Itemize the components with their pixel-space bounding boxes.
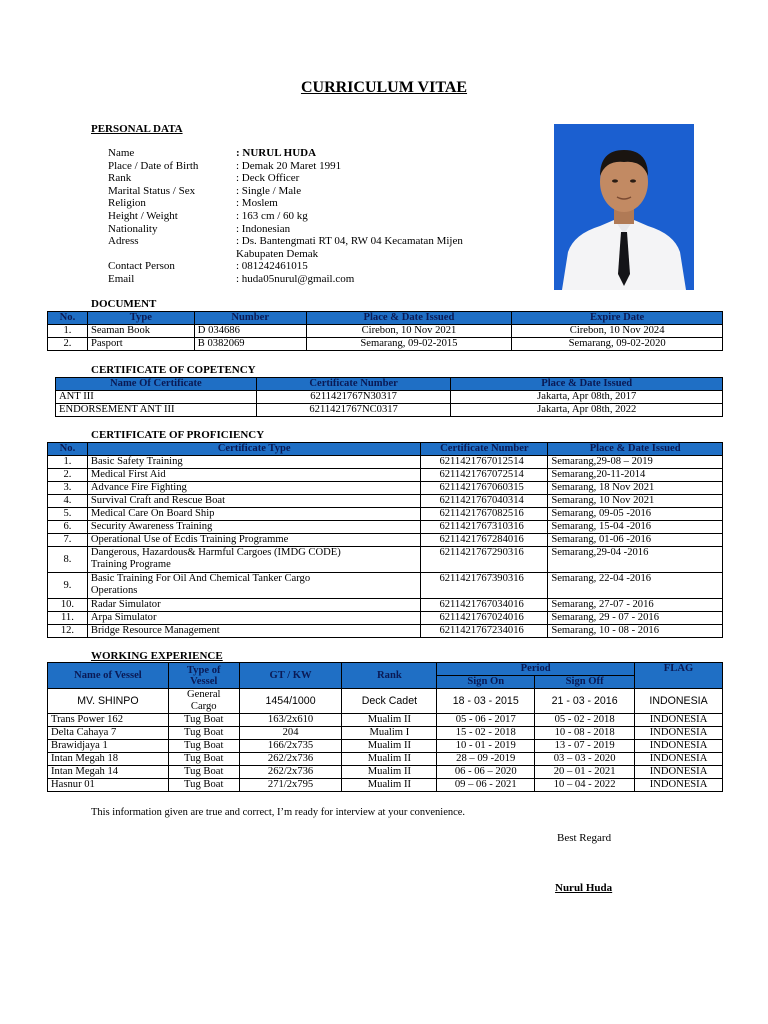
cell: 10 - 08 - 2018 bbox=[535, 727, 635, 740]
cell: 05 - 02 - 2018 bbox=[535, 714, 635, 727]
cell: Trans Power 162 bbox=[48, 714, 169, 727]
cell: Pasport bbox=[87, 338, 194, 351]
cell: 6211421767012514 bbox=[421, 456, 548, 469]
cell: Semarang, 01-06 -2016 bbox=[548, 534, 723, 547]
table-row bbox=[48, 727, 723, 740]
cell: 6211421767NC0317 bbox=[256, 404, 451, 417]
field-value: : NURUL HUDA bbox=[236, 147, 317, 159]
table-row bbox=[48, 547, 723, 573]
cell: 10 - 01 - 2019 bbox=[437, 740, 535, 753]
cell: Arpa Simulator bbox=[87, 612, 421, 625]
cell: Semarang, 10 Nov 2021 bbox=[548, 495, 723, 508]
table-row bbox=[48, 508, 723, 521]
cell: Intan Megah 18 bbox=[48, 753, 169, 766]
table-row bbox=[48, 689, 723, 714]
cell: Medical Care On Board Ship bbox=[87, 508, 421, 521]
table-row bbox=[48, 456, 723, 469]
table-row bbox=[48, 495, 723, 508]
field-value: : 081242461015 bbox=[236, 260, 308, 273]
cell: 12. bbox=[48, 625, 88, 638]
coc-header-row bbox=[56, 378, 723, 391]
cell-line: Operations bbox=[90, 585, 138, 596]
cell: 10. bbox=[48, 599, 88, 612]
doc-col-number: Number bbox=[194, 312, 306, 325]
work-col-signon: Sign On bbox=[437, 676, 535, 689]
cell: 6211421767234016 bbox=[421, 625, 548, 638]
cell: MV. SHINPO bbox=[48, 689, 169, 714]
cell: 6211421767284016 bbox=[421, 534, 548, 547]
table-row bbox=[48, 325, 723, 338]
cell: D 034686 bbox=[194, 325, 306, 338]
cell: 6211421767072514 bbox=[421, 469, 548, 482]
work-heading: WORKING EXPERIENCE bbox=[91, 650, 223, 662]
cell: Semarang, 22-04 -2016 bbox=[548, 573, 723, 599]
field-label: Marital Status / Sex bbox=[108, 184, 196, 197]
regards-text: Best Regard bbox=[557, 832, 612, 844]
cell: 6. bbox=[48, 521, 88, 534]
cell: 15 - 02 - 2018 bbox=[437, 727, 535, 740]
field-value: : Single / Male bbox=[236, 184, 302, 197]
personal-data-row bbox=[108, 147, 528, 160]
cell: 9. bbox=[48, 573, 88, 599]
field-value: : Deck Officer bbox=[236, 172, 300, 185]
table-row bbox=[48, 740, 723, 753]
cop-header-row bbox=[48, 443, 723, 456]
cell: 2. bbox=[48, 338, 88, 351]
field-value: : huda05nurul@gmail.com bbox=[236, 273, 355, 285]
table-row bbox=[48, 753, 723, 766]
table-row bbox=[48, 469, 723, 482]
cell: Cirebon, 10 Nov 2024 bbox=[512, 325, 723, 338]
cell: Semarang, 09-02-2020 bbox=[512, 338, 723, 351]
work-col-vessel: Name of Vessel bbox=[48, 663, 169, 689]
personal-data-row bbox=[108, 197, 528, 210]
work-col-flag: FLAG bbox=[635, 663, 723, 689]
cell: Deck Cadet bbox=[342, 689, 437, 714]
cell: 1454/1000 bbox=[239, 689, 342, 714]
cell: Mualim I bbox=[342, 727, 437, 740]
cell bbox=[87, 547, 421, 573]
field-label: Email bbox=[108, 273, 135, 285]
work-header-row bbox=[48, 663, 723, 676]
cop-col-type: Certificate Type bbox=[87, 443, 421, 456]
field-value: : Ds. Bantengmati RT 04, RW 04 Kecamatan Mijen bbox=[236, 235, 463, 248]
cop-col-number: Certificate Number bbox=[421, 443, 548, 456]
cop-col-issued: Place & Date Issued bbox=[548, 443, 723, 456]
cell: INDONESIA bbox=[635, 727, 723, 740]
field-label: Religion bbox=[108, 197, 146, 210]
cell: Tug Boat bbox=[168, 740, 239, 753]
field-label: Height / Weight bbox=[108, 210, 178, 222]
field-label: Rank bbox=[108, 172, 132, 185]
cell: Cirebon, 10 Nov 2021 bbox=[306, 325, 512, 338]
cell: Intan Megah 14 bbox=[48, 766, 169, 779]
cell: 6211421767024016 bbox=[421, 612, 548, 625]
work-table bbox=[47, 662, 723, 792]
work-col-rank: Rank bbox=[342, 663, 437, 689]
document-heading: DOCUMENT bbox=[91, 298, 157, 310]
cell-line: Training Programe bbox=[90, 559, 171, 570]
cell: Semarang, 15-04 -2016 bbox=[548, 521, 723, 534]
cell: 6211421767034016 bbox=[421, 599, 548, 612]
field-value: : 163 cm / 60 kg bbox=[236, 210, 308, 222]
cell: Mualim II bbox=[342, 740, 437, 753]
field-label: Contact Person bbox=[108, 260, 175, 273]
cell-line: General bbox=[186, 689, 221, 700]
work-col-type-line2: Vessel bbox=[190, 675, 218, 687]
personal-data-row bbox=[108, 248, 528, 261]
personal-data-row bbox=[108, 223, 528, 236]
cell bbox=[87, 573, 421, 599]
cell bbox=[168, 689, 239, 714]
cell: Semarang,20-11-2014 bbox=[548, 469, 723, 482]
cell: 1. bbox=[48, 325, 88, 338]
cell: Mualim II bbox=[342, 779, 437, 792]
work-col-type-line1: Type of bbox=[186, 664, 221, 676]
cell: 11. bbox=[48, 612, 88, 625]
cell: INDONESIA bbox=[635, 714, 723, 727]
cell: Tug Boat bbox=[168, 753, 239, 766]
personal-data-row bbox=[108, 260, 528, 273]
cell: 6211421767060315 bbox=[421, 482, 548, 495]
cell: 6211421767390316 bbox=[421, 573, 548, 599]
coc-heading: CERTIFICATE OF COPETENCY bbox=[91, 364, 256, 376]
cell: ANT III bbox=[56, 391, 257, 404]
cell: 4. bbox=[48, 495, 88, 508]
field-label: Place / Date of Birth bbox=[108, 159, 199, 172]
table-row bbox=[48, 534, 723, 547]
cell-line: Dangerous, Hazardous& Harmful Cargoes (IMDG CODE) bbox=[90, 547, 341, 558]
cell-line: Basic Training For Oil And Chemical Tanker Cargo bbox=[90, 573, 311, 584]
person-photo-icon bbox=[554, 124, 694, 290]
cell: 3. bbox=[48, 482, 88, 495]
cell: 271/2x795 bbox=[239, 779, 342, 792]
cell: Mualim II bbox=[342, 753, 437, 766]
cell: 28 – 09 -2019 bbox=[437, 753, 535, 766]
personal-data-row bbox=[108, 185, 528, 198]
personal-data-heading: PERSONAL DATA bbox=[91, 123, 183, 135]
cell: INDONESIA bbox=[635, 753, 723, 766]
cell: Basic Safety Training bbox=[87, 456, 421, 469]
field-value: : Moslem bbox=[236, 197, 278, 210]
cell: Delta Cahaya 7 bbox=[48, 727, 169, 740]
table-row bbox=[48, 714, 723, 727]
statement-text: This information given are true and correct, I’m ready for interview at your convenience. bbox=[91, 807, 466, 818]
cell: INDONESIA bbox=[635, 766, 723, 779]
cell: 21 - 03 - 2016 bbox=[535, 689, 635, 714]
field-label: Nationality bbox=[108, 222, 158, 235]
cell: 5. bbox=[48, 508, 88, 521]
cell: 6211421767310316 bbox=[421, 521, 548, 534]
document-table bbox=[47, 311, 723, 351]
cell: Semarang, 18 Nov 2021 bbox=[548, 482, 723, 495]
cell: Semarang, 10 - 08 - 2016 bbox=[548, 625, 723, 638]
cell: 6211421767040314 bbox=[421, 495, 548, 508]
work-col-type bbox=[168, 663, 239, 689]
cell: Medical First Aid bbox=[87, 469, 421, 482]
cell: Mualim II bbox=[342, 714, 437, 727]
personal-data-row bbox=[108, 210, 528, 223]
work-col-gt: GT / KW bbox=[239, 663, 342, 689]
cell: 10 – 04 - 2022 bbox=[535, 779, 635, 792]
cell: Tug Boat bbox=[168, 714, 239, 727]
coc-col-number: Certificate Number bbox=[256, 378, 451, 391]
cell: INDONESIA bbox=[635, 779, 723, 792]
doc-col-expire: Expire Date bbox=[512, 312, 723, 325]
cell-line: Cargo bbox=[190, 701, 217, 712]
cell: 166/2x735 bbox=[239, 740, 342, 753]
personal-data-row bbox=[108, 273, 528, 286]
cell: 7. bbox=[48, 534, 88, 547]
table-row bbox=[56, 391, 723, 404]
table-row bbox=[48, 766, 723, 779]
cell: Bridge Resource Management bbox=[87, 625, 421, 638]
coc-col-name: Name Of Certificate bbox=[56, 378, 257, 391]
cell: 20 – 01 - 2021 bbox=[535, 766, 635, 779]
cell: Semarang, 27-07 - 2016 bbox=[548, 599, 723, 612]
table-row bbox=[56, 404, 723, 417]
cell: Radar Simulator bbox=[87, 599, 421, 612]
cop-heading: CERTIFICATE OF PROFICIENCY bbox=[91, 429, 265, 441]
table-row bbox=[48, 599, 723, 612]
field-value: : Indonesian bbox=[236, 222, 291, 235]
table-row bbox=[48, 612, 723, 625]
cell: Advance Fire Fighting bbox=[87, 482, 421, 495]
cell: INDONESIA bbox=[635, 740, 723, 753]
personal-data-row bbox=[108, 235, 528, 248]
doc-col-issued: Place & Date Issued bbox=[306, 312, 512, 325]
profile-photo bbox=[554, 124, 694, 290]
personal-data-row bbox=[108, 172, 528, 185]
field-label: Adress bbox=[108, 235, 139, 248]
cell: Hasnur 01 bbox=[48, 779, 169, 792]
cell: B 0382069 bbox=[194, 338, 306, 351]
field-value: : Demak 20 Maret 1991 bbox=[236, 159, 342, 172]
page-title: CURRICULUM VITAE bbox=[300, 79, 468, 96]
cell: 6211421767082516 bbox=[421, 508, 548, 521]
cell: 8. bbox=[48, 547, 88, 573]
coc-table bbox=[55, 377, 723, 417]
field-label: Name bbox=[108, 147, 135, 159]
cell: Tug Boat bbox=[168, 779, 239, 792]
cell: INDONESIA bbox=[635, 689, 723, 714]
document-header-row bbox=[48, 312, 723, 325]
cell: Semarang, 29 - 07 - 2016 bbox=[548, 612, 723, 625]
personal-data-row bbox=[108, 160, 528, 173]
cop-table bbox=[47, 442, 723, 638]
cell: Semarang,29-08 – 2019 bbox=[548, 456, 723, 469]
cell: Survival Craft and Rescue Boat bbox=[87, 495, 421, 508]
cell: Brawidjaya 1 bbox=[48, 740, 169, 753]
cell: 13 - 07 - 2019 bbox=[535, 740, 635, 753]
cell: ENDORSEMENT ANT III bbox=[56, 404, 257, 417]
table-row bbox=[48, 482, 723, 495]
cell: Jakarta, Apr 08th, 2017 bbox=[451, 391, 723, 404]
cell: Operational Use of Ecdis Training Programme bbox=[87, 534, 421, 547]
cell: Semarang, 09-02-2015 bbox=[306, 338, 512, 351]
field-value: Kabupaten Demak bbox=[236, 247, 319, 260]
cop-col-no: No. bbox=[48, 443, 88, 456]
cell: 06 - 06 – 2020 bbox=[437, 766, 535, 779]
cell: 6211421767N30317 bbox=[256, 391, 451, 404]
cell: Security Awareness Training bbox=[87, 521, 421, 534]
work-col-period: Period bbox=[437, 663, 635, 676]
cell: Jakarta, Apr 08th, 2022 bbox=[451, 404, 723, 417]
doc-col-no: No. bbox=[48, 312, 88, 325]
table-row bbox=[48, 338, 723, 351]
cell: 18 - 03 - 2015 bbox=[437, 689, 535, 714]
table-row bbox=[48, 521, 723, 534]
cell: Tug Boat bbox=[168, 727, 239, 740]
table-row bbox=[48, 625, 723, 638]
cell: 204 bbox=[239, 727, 342, 740]
cell: 05 - 06 - 2017 bbox=[437, 714, 535, 727]
cell: 03 – 03 - 2020 bbox=[535, 753, 635, 766]
cell: 262/2x736 bbox=[239, 766, 342, 779]
cell: Semarang,29-04 -2016 bbox=[548, 547, 723, 573]
cell: 6211421767290316 bbox=[421, 547, 548, 573]
cell: 09 – 06 - 2021 bbox=[437, 779, 535, 792]
table-row bbox=[48, 573, 723, 599]
coc-col-issued: Place & Date Issued bbox=[451, 378, 723, 391]
cell: Mualim II bbox=[342, 766, 437, 779]
cell: 262/2x736 bbox=[239, 753, 342, 766]
cell: Semarang, 09-05 -2016 bbox=[548, 508, 723, 521]
cell: Seaman Book bbox=[87, 325, 194, 338]
cell: Tug Boat bbox=[168, 766, 239, 779]
cell: 2. bbox=[48, 469, 88, 482]
work-col-signoff: Sign Off bbox=[535, 676, 635, 689]
cell: 1. bbox=[48, 456, 88, 469]
table-row bbox=[48, 779, 723, 792]
cell: 163/2x610 bbox=[239, 714, 342, 727]
signature-name: Nurul Huda bbox=[555, 882, 613, 894]
doc-col-type: Type bbox=[87, 312, 194, 325]
